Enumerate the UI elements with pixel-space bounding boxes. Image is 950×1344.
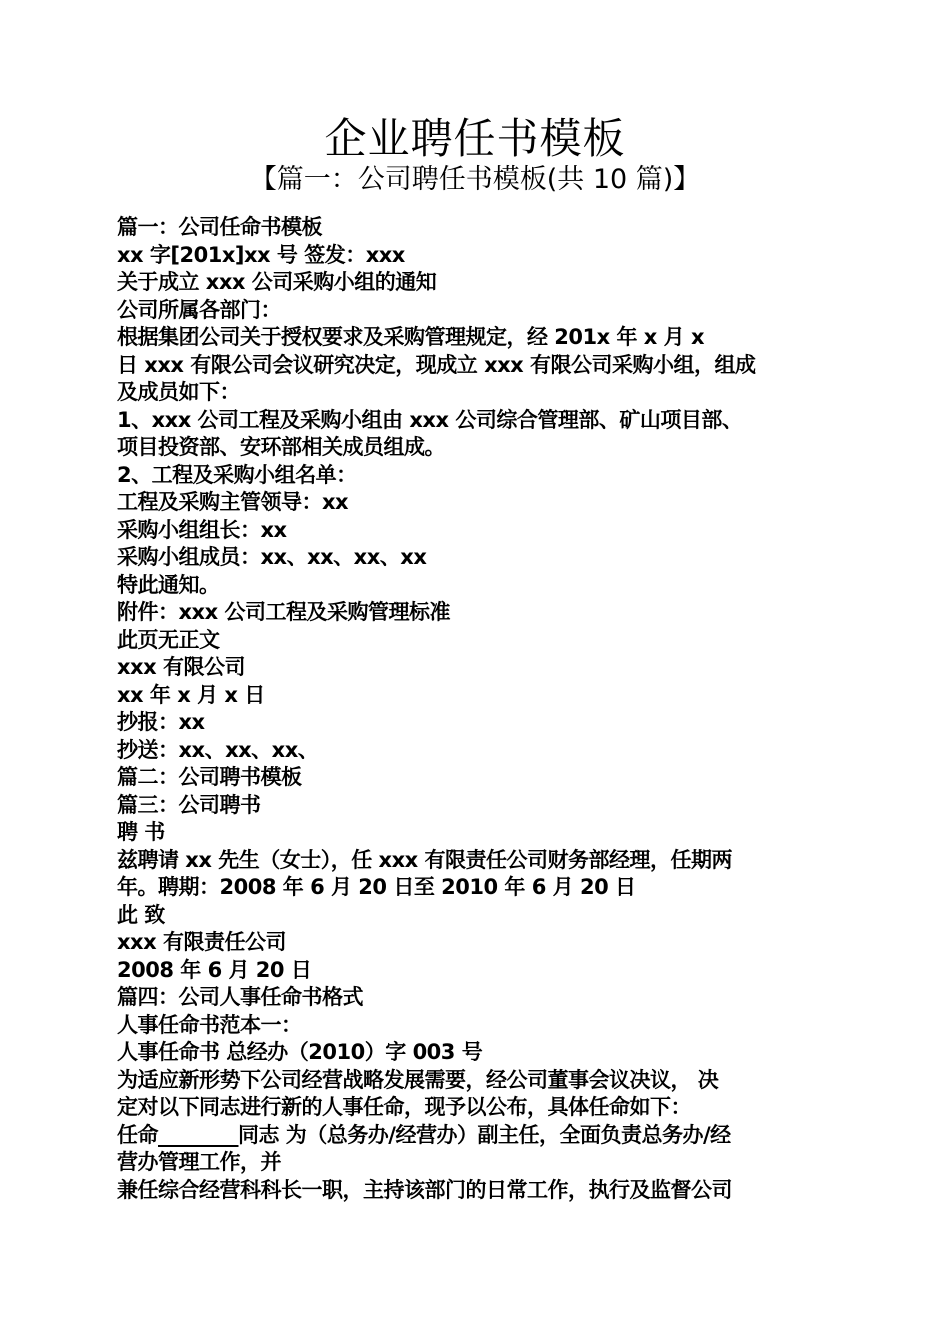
- text-line: 特此通知。: [117, 572, 220, 597]
- text-line: 附件：xxx 公司工程及采购管理标准: [117, 600, 450, 624]
- document-subtitle: 【篇一：公司聘任书模板(共 10 篇)】: [249, 164, 701, 195]
- text-line: 2008 年 6 月 20 日: [117, 957, 312, 982]
- text-line: 1、xxx 公司工程及采购小组由 xxx 公司综合管理部、矿山项目部、: [117, 407, 743, 432]
- text-line: 兼任综合经营科科长一职，主持该部门的日常工作，执行及监督公司: [117, 1177, 732, 1202]
- text-line: 项目投资部、安环部相关成员组成。: [117, 435, 445, 459]
- text-line: 此 致: [117, 902, 165, 927]
- text-line: 工程及采购主管领导：xx: [117, 490, 349, 514]
- text-line: 兹聘请 xx 先生（女士），任 xxx 有限责任公司财务部经理，任期两: [117, 847, 732, 872]
- text-line: 人事任命书范本一：: [117, 1012, 302, 1037]
- text-line: 年。聘期：2008 年 6 月 20 日至 2010 年 6 月 20 日: [117, 875, 636, 899]
- text-line: 根据集团公司关于授权要求及采购管理规定，经 201x 年 x 月 x: [117, 325, 705, 349]
- text-line: 篇二：公司聘书模板: [117, 765, 302, 789]
- text-line: 任命________同志 为（总务办/经营办）副主任，全面负责总务办/经: [117, 1122, 731, 1147]
- text-line: 人事任命书 总经办（2010）字 003 号: [117, 1040, 483, 1064]
- text-line: 抄报：xx: [117, 710, 205, 734]
- text-line: 抄送：xx、xx、xx、: [117, 737, 319, 762]
- text-line: xx 年 x 月 x 日: [117, 682, 265, 707]
- document-title: 企业聘任书模板: [324, 114, 626, 163]
- text-line: 营办管理工作，并: [117, 1150, 281, 1174]
- text-line: 篇四：公司人事任命书格式: [117, 985, 363, 1009]
- text-line: 篇一：公司任命书模板: [117, 215, 322, 239]
- text-line: 及成员如下：: [117, 380, 240, 404]
- text-line: 定对以下同志进行新的人事任命，现予以公布，具体任命如下：: [117, 1095, 691, 1119]
- text-line: 篇三：公司聘书: [117, 792, 261, 817]
- text-line: 日 xxx 有限公司会议研究决定，现成立 xxx 有限公司采购小组，组成: [117, 352, 756, 377]
- text-line: 此页无正文: [117, 627, 220, 652]
- text-line: xx 字[201x]xx 号 签发：xxx: [117, 242, 405, 267]
- text-line: 采购小组成员：xx、xx、xx、xx: [117, 545, 427, 569]
- text-line: xxx 有限责任公司: [117, 930, 286, 954]
- document-body: [117, 214, 837, 1204]
- text-line: 公司所属各部门：: [117, 297, 281, 322]
- text-line: xxx 有限公司: [117, 655, 245, 679]
- text-line: 聘 书: [117, 820, 165, 844]
- text-line: 2、工程及采购小组名单：: [117, 462, 357, 487]
- text-line: 采购小组组长：xx: [117, 517, 287, 542]
- text-line: 关于成立 xxx 公司采购小组的通知: [117, 270, 437, 294]
- text-line: 为适应新形势下公司经营战略发展需要，经公司董事会议决议， 决: [117, 1067, 719, 1092]
